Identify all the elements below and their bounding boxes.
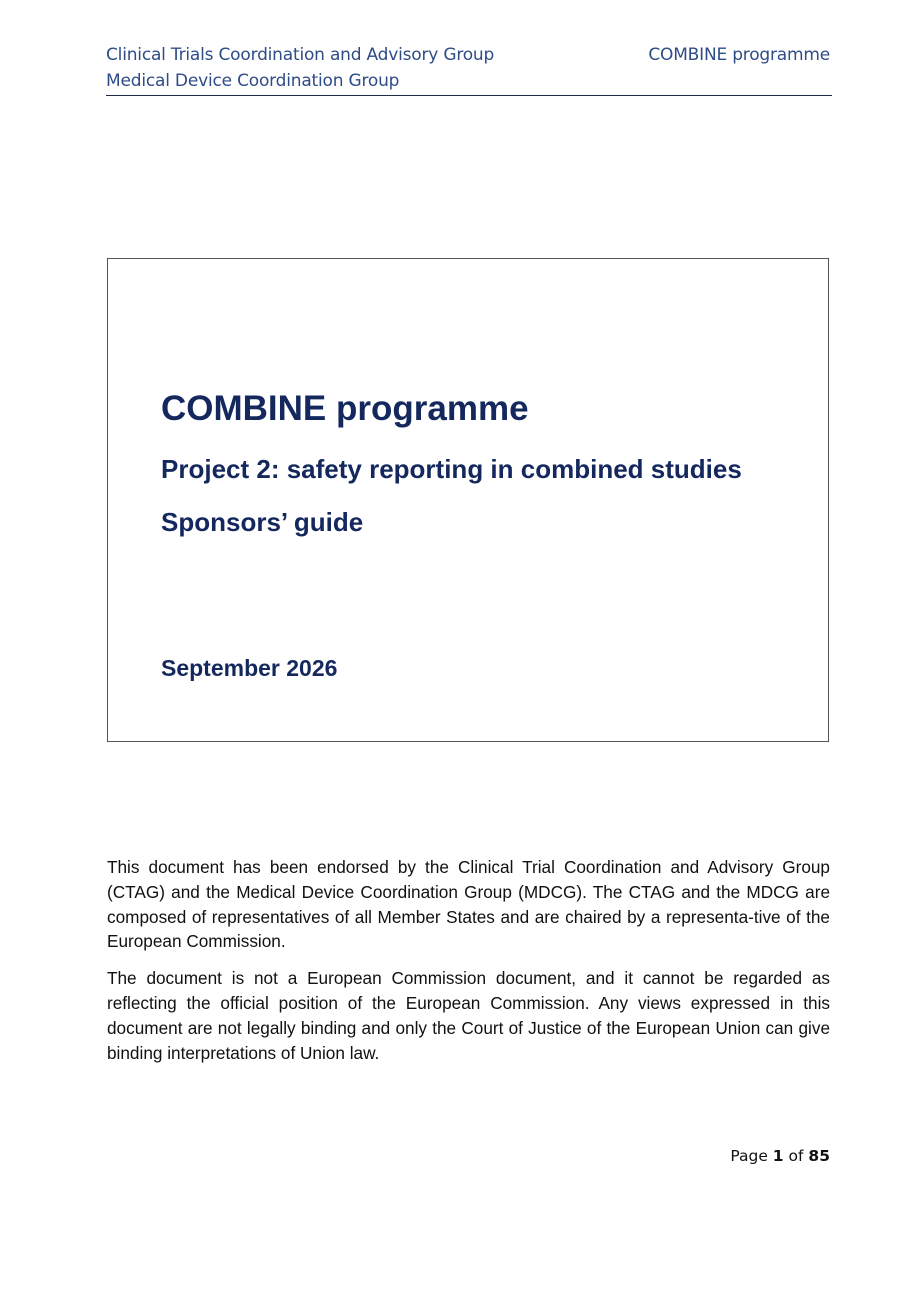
- text-line: The document is not a European Commission document, and it cannot be regarded as: [107, 968, 830, 989]
- text-line: reflecting the official position of the European Commission. Any views expressed in this: [107, 992, 830, 1013]
- text-line: are composed of representatives of all Member States and are chaired by a representa-: [107, 881, 830, 927]
- current-page-number: 1: [772, 1147, 784, 1165]
- header-group-mdcg: Medical Device Coordination Group: [106, 71, 400, 91]
- document-date: September 2026: [161, 655, 338, 681]
- total-page-count: 85: [808, 1147, 830, 1165]
- disclaimer-paragraph-legal: [107, 966, 830, 1065]
- text-line: This document has been endorsed by the Clinical Trial Coordination and Advisory Group: [107, 857, 830, 877]
- header-group-ctag: Clinical Trials Coordination and Advisory Group: [106, 45, 495, 65]
- text-line: give binding interpretations of Union law.: [107, 1017, 830, 1063]
- document-guide-label: Sponsors’ guide: [161, 507, 364, 537]
- header-groups: [106, 42, 494, 94]
- text-line: (CTAG) and the Medical Device Coordination Group (MDCG). The CTAG and the MDCG: [107, 881, 799, 902]
- disclaimer-paragraph-endorsement: [107, 855, 830, 954]
- text-line: document are not legally binding and only the Court of Justice of the European Union can: [107, 1017, 794, 1038]
- of-word: of: [788, 1147, 804, 1165]
- document-subtitle: Project 2: safety reporting in combined studies: [161, 454, 742, 484]
- page-header: [106, 40, 832, 96]
- title-box: [107, 258, 829, 742]
- page-word: Page: [730, 1147, 768, 1165]
- document-title: COMBINE programme: [161, 389, 529, 428]
- page-number-footer: [730, 1147, 830, 1165]
- header-programme: COMBINE programme: [648, 45, 830, 65]
- disclaimer-text: [107, 855, 830, 1077]
- text-line: tive of the European Commission.: [107, 906, 830, 952]
